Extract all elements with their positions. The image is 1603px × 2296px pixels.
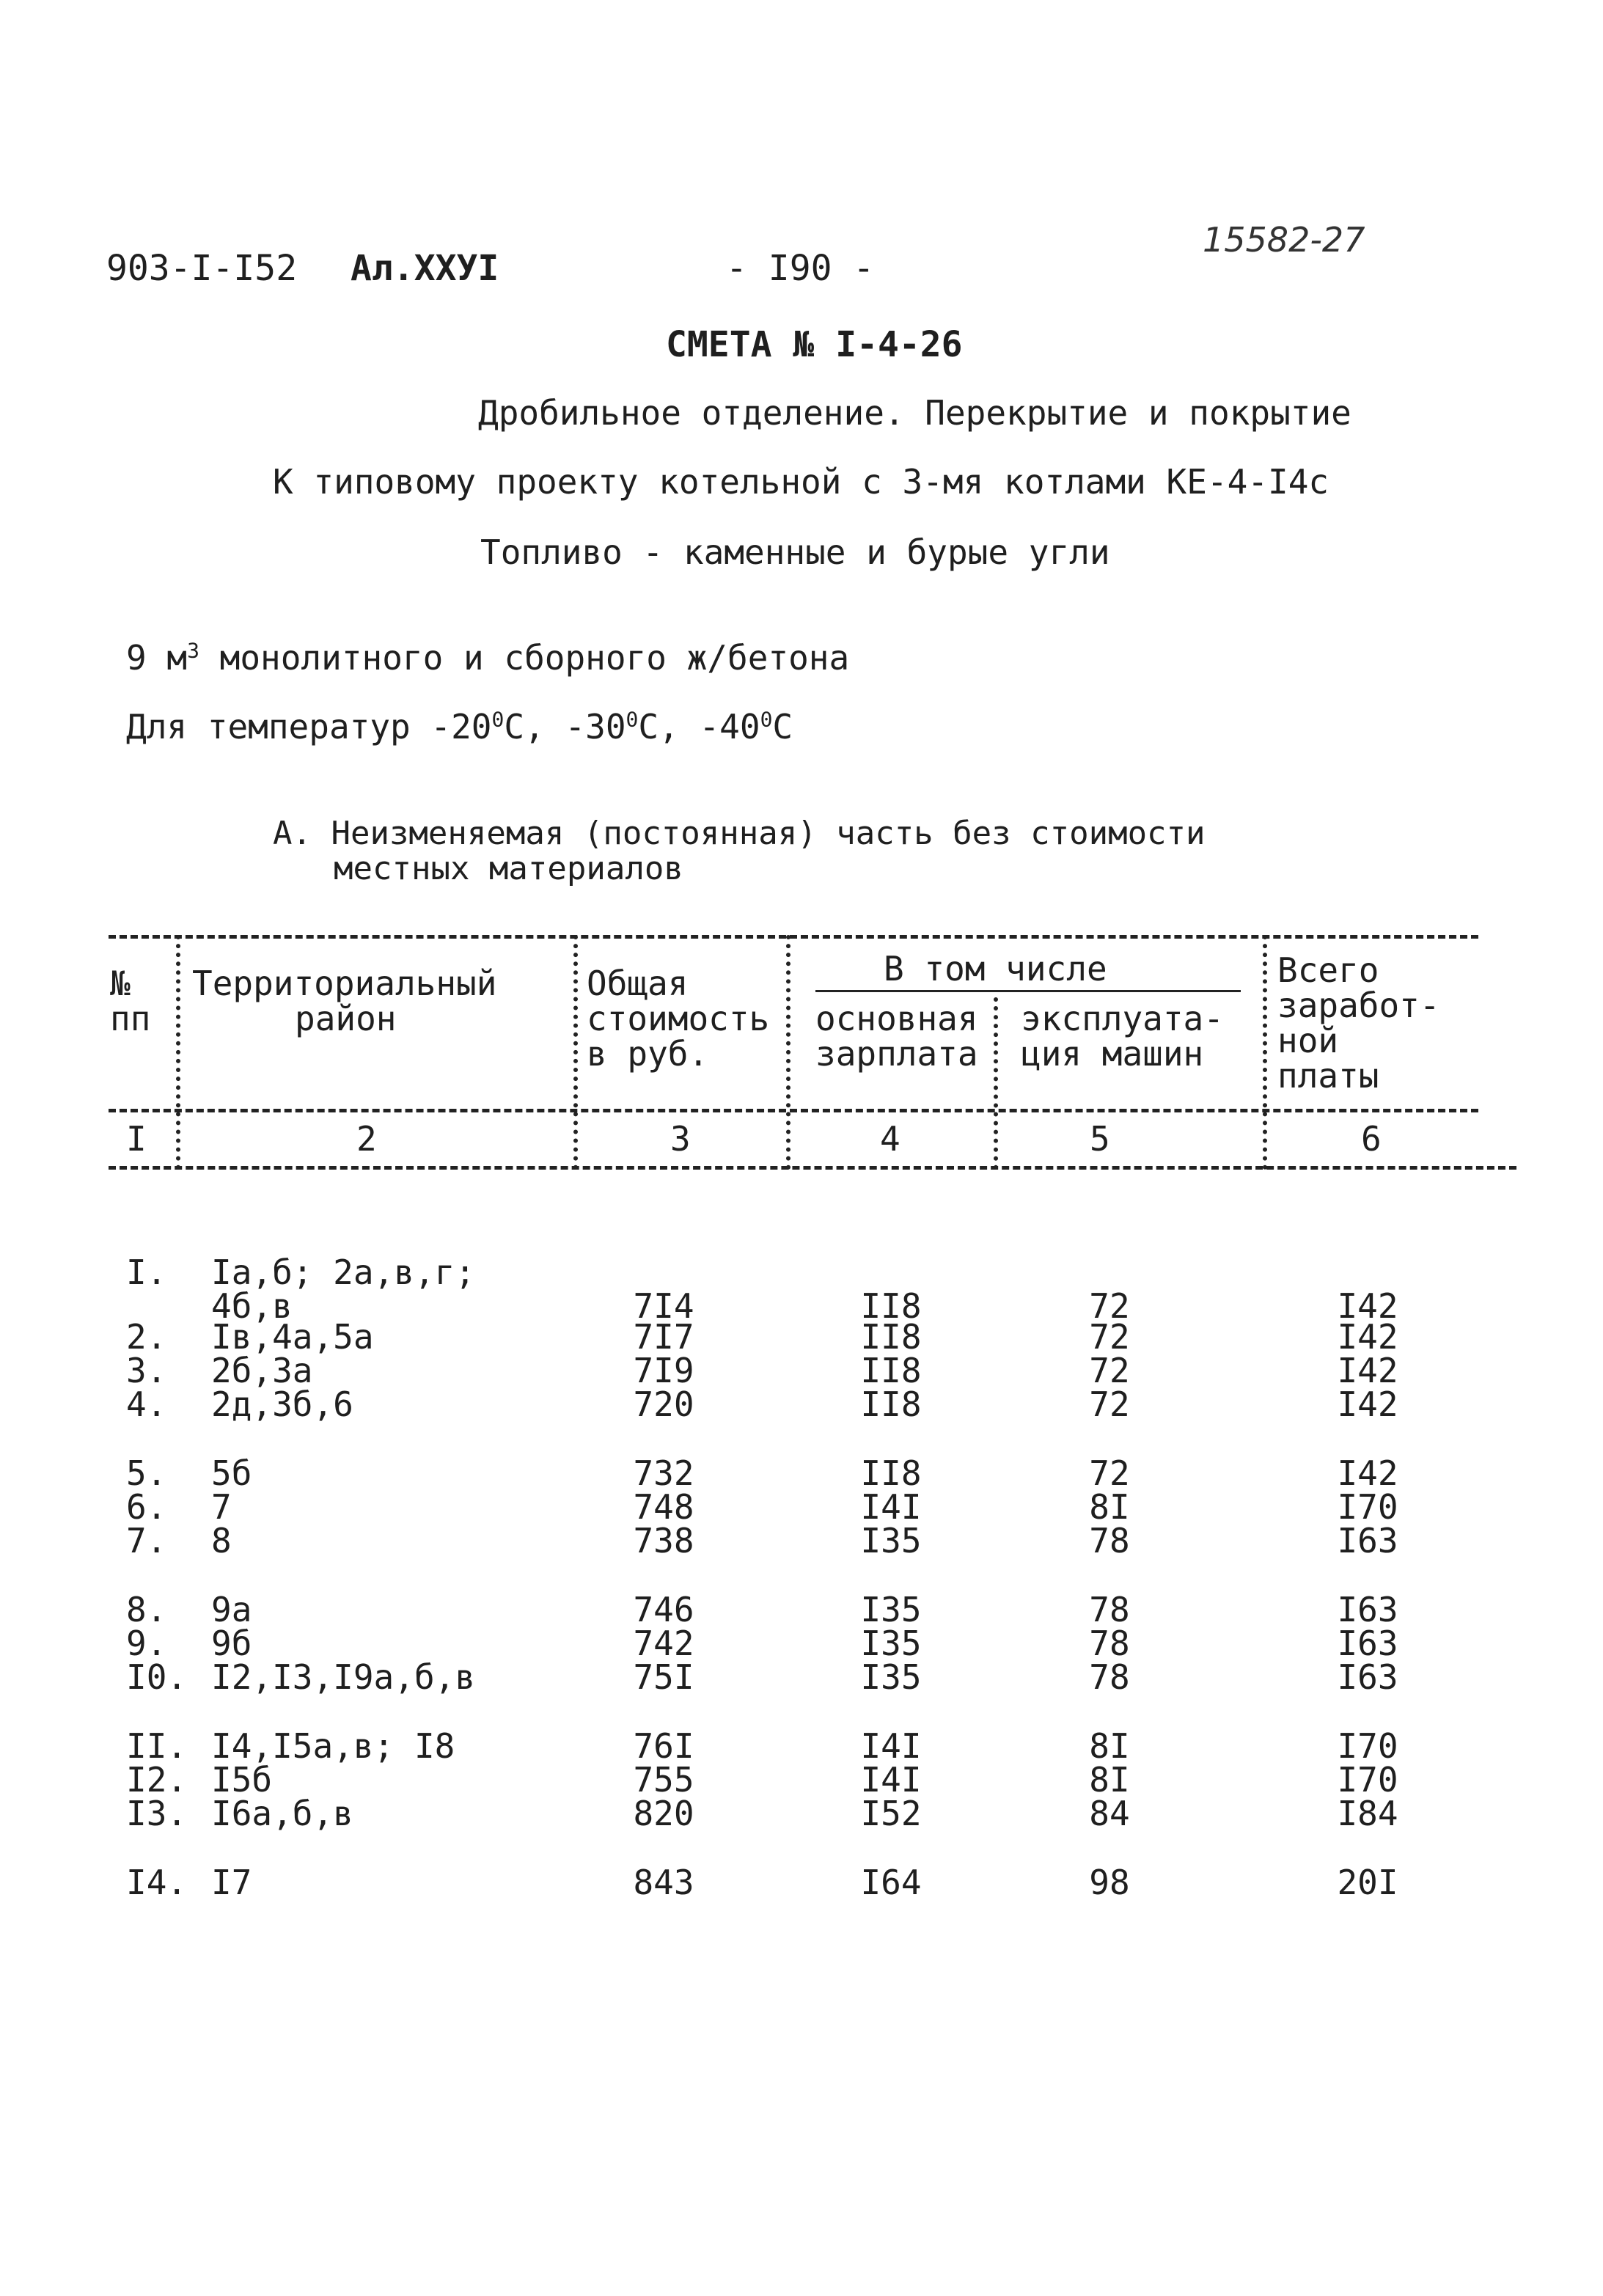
- row-number: 9.: [126, 1624, 167, 1663]
- row-region: Iв,4а,5а: [211, 1317, 374, 1357]
- header-total-wage: платы: [1277, 1056, 1379, 1096]
- header-bottom-rule: [109, 1109, 1478, 1112]
- row-machine-operation: 78: [1089, 1657, 1130, 1697]
- row-total-wage: I63: [1337, 1657, 1398, 1697]
- title-line-1: Дробильное отделение. Перекрытие и покрытие: [478, 393, 1351, 433]
- column-number: 4: [880, 1119, 900, 1159]
- row-total-cost: 843: [633, 1863, 694, 1902]
- row-total-cost: 738: [633, 1521, 694, 1560]
- volume-line: 9 $м^3$ монолитного и сборного ж/бетона: [126, 638, 850, 678]
- row-total-wage: I84: [1337, 1794, 1398, 1833]
- column-divider: [1263, 935, 1267, 1170]
- row-region: 2б,3а: [211, 1351, 313, 1390]
- row-total-wage: I63: [1337, 1590, 1398, 1629]
- row-total-cost: 742: [633, 1624, 694, 1663]
- smeta-title: СМЕТА № I-4-26: [666, 324, 963, 365]
- row-total-cost: 746: [633, 1590, 694, 1629]
- row-basic-wage: II8: [860, 1351, 922, 1390]
- title-line-2: К типовому проекту котельной с 3-мя котлами КЕ-4-I4с: [273, 462, 1329, 502]
- header-total-cost: стоимость: [587, 999, 770, 1038]
- column-divider: [573, 935, 578, 1170]
- row-machine-operation: 72: [1089, 1384, 1130, 1424]
- row-region: 4б,в: [211, 1286, 293, 1326]
- row-region: 5б: [211, 1453, 252, 1493]
- page-number: - I90 -: [726, 248, 875, 289]
- row-machine-operation: 72: [1089, 1351, 1130, 1390]
- temperature-line: Для температур $-20^0С$, $-30^0С$, $-40^0С$: [126, 707, 793, 747]
- row-basic-wage: I4I: [860, 1726, 922, 1766]
- row-machine-operation: 78: [1089, 1590, 1130, 1629]
- row-machine-operation: 72: [1089, 1317, 1130, 1357]
- header-total-wage: заработ-: [1277, 986, 1440, 1025]
- row-region: 2д,3б,6: [211, 1384, 353, 1424]
- group-header-rule: [815, 990, 1241, 992]
- row-number: I3.: [126, 1794, 188, 1833]
- row-total-cost: 75I: [633, 1657, 694, 1697]
- row-region: I4,I5а,в; I8: [211, 1726, 455, 1766]
- row-number: 4.: [126, 1384, 167, 1424]
- row-number: 5.: [126, 1453, 167, 1493]
- row-total-wage: I70: [1337, 1726, 1398, 1766]
- column-divider: [176, 935, 180, 1170]
- row-number: 8.: [126, 1590, 167, 1629]
- column-numbers-rule: [109, 1166, 1516, 1170]
- row-basic-wage: I35: [860, 1521, 922, 1560]
- handwritten-number: 15582-27: [1203, 220, 1365, 260]
- row-number: I0.: [126, 1657, 188, 1697]
- row-number: 2.: [126, 1317, 167, 1357]
- column-divider: [786, 935, 791, 1170]
- row-total-wage: I42: [1337, 1286, 1398, 1326]
- row-number: I.: [126, 1252, 167, 1292]
- column-number: 6: [1361, 1119, 1382, 1159]
- row-machine-operation: 8I: [1089, 1760, 1130, 1800]
- row-region: I6а,б,в: [211, 1794, 353, 1833]
- row-total-cost: 7I9: [633, 1351, 694, 1390]
- row-basic-wage: I64: [860, 1863, 922, 1902]
- row-machine-operation: 98: [1089, 1863, 1130, 1902]
- row-basic-wage: I4I: [860, 1487, 922, 1527]
- row-machine-operation: 84: [1089, 1794, 1130, 1833]
- header-including: В том числе: [884, 949, 1107, 989]
- header-total-cost: в руб.: [587, 1034, 709, 1074]
- row-region: 9а: [211, 1590, 252, 1629]
- row-total-cost: 7I4: [633, 1286, 694, 1326]
- row-total-wage: I42: [1337, 1351, 1398, 1390]
- row-total-cost: 755: [633, 1760, 694, 1800]
- row-total-wage: I42: [1337, 1453, 1398, 1493]
- row-machine-operation: 8I: [1089, 1726, 1130, 1766]
- header-total-cost: Общая: [587, 964, 689, 1003]
- row-number: 7.: [126, 1521, 167, 1560]
- column-number: 2: [356, 1119, 377, 1159]
- row-total-wage: 20I: [1337, 1863, 1398, 1902]
- row-machine-operation: 8I: [1089, 1487, 1130, 1527]
- section-heading-line-2: местных материалов: [334, 850, 683, 887]
- column-divider: [994, 997, 998, 1170]
- column-number: I: [126, 1119, 147, 1159]
- row-region: I7: [211, 1863, 252, 1902]
- row-region: 7: [211, 1487, 232, 1527]
- row-total-wage: I42: [1337, 1317, 1398, 1357]
- header-total-wage: ной: [1277, 1021, 1339, 1060]
- row-basic-wage: I4I: [860, 1760, 922, 1800]
- row-basic-wage: I35: [860, 1657, 922, 1697]
- row-total-cost: 7I7: [633, 1317, 694, 1357]
- row-total-wage: I70: [1337, 1487, 1398, 1527]
- row-basic-wage: II8: [860, 1453, 922, 1493]
- document-code: 903-I-I52: [106, 248, 298, 289]
- row-total-wage: I63: [1337, 1521, 1398, 1560]
- row-number: I4.: [126, 1863, 188, 1902]
- row-total-wage: I63: [1337, 1624, 1398, 1663]
- row-machine-operation: 72: [1089, 1453, 1130, 1493]
- row-total-cost: 732: [633, 1453, 694, 1493]
- table-top-rule: [109, 935, 1478, 939]
- row-total-wage: I42: [1337, 1384, 1398, 1424]
- row-basic-wage: II8: [860, 1286, 922, 1326]
- header-number-pp: пп: [110, 999, 151, 1038]
- row-basic-wage: II8: [860, 1317, 922, 1357]
- header-basic-wage: основная: [815, 999, 978, 1038]
- row-basic-wage: I35: [860, 1590, 922, 1629]
- header-basic-wage: зарплата: [815, 1034, 978, 1074]
- row-machine-operation: 78: [1089, 1624, 1130, 1663]
- row-region: 9б: [211, 1624, 252, 1663]
- column-number: 3: [670, 1119, 691, 1159]
- row-basic-wage: I35: [860, 1624, 922, 1663]
- row-total-wage: I70: [1337, 1760, 1398, 1800]
- row-total-cost: 748: [633, 1487, 694, 1527]
- row-machine-operation: 78: [1089, 1521, 1130, 1560]
- row-region: Iа,б; 2а,в,г;: [211, 1252, 476, 1292]
- row-total-cost: 76I: [633, 1726, 694, 1766]
- header-region: Территориальный: [192, 964, 497, 1003]
- row-region: 8: [211, 1521, 232, 1560]
- section-heading-line-1: А. Неизменяемая (постоянная) часть без стоимости: [273, 815, 1206, 852]
- header-number-sign: №: [110, 964, 131, 1003]
- header-total-wage: Всего: [1277, 950, 1379, 990]
- row-basic-wage: I52: [860, 1794, 922, 1833]
- header-machine-operation: ция машин: [1021, 1034, 1204, 1074]
- row-total-cost: 720: [633, 1384, 694, 1424]
- row-number: II.: [126, 1726, 188, 1766]
- row-number: I2.: [126, 1760, 188, 1800]
- row-basic-wage: II8: [860, 1384, 922, 1424]
- row-region: I2,I3,I9а,б,в: [211, 1657, 476, 1697]
- row-number: 6.: [126, 1487, 167, 1527]
- column-number: 5: [1090, 1119, 1110, 1159]
- header-region: район: [295, 999, 397, 1038]
- row-total-cost: 820: [633, 1794, 694, 1833]
- title-line-3: Топливо - каменные и бурые угли: [480, 532, 1110, 572]
- row-machine-operation: 72: [1089, 1286, 1130, 1326]
- album-number: Ал.XXУI: [351, 248, 499, 289]
- row-region: I5б: [211, 1760, 273, 1800]
- row-number: 3.: [126, 1351, 167, 1390]
- header-machine-operation: эксплуата-: [1021, 999, 1224, 1038]
